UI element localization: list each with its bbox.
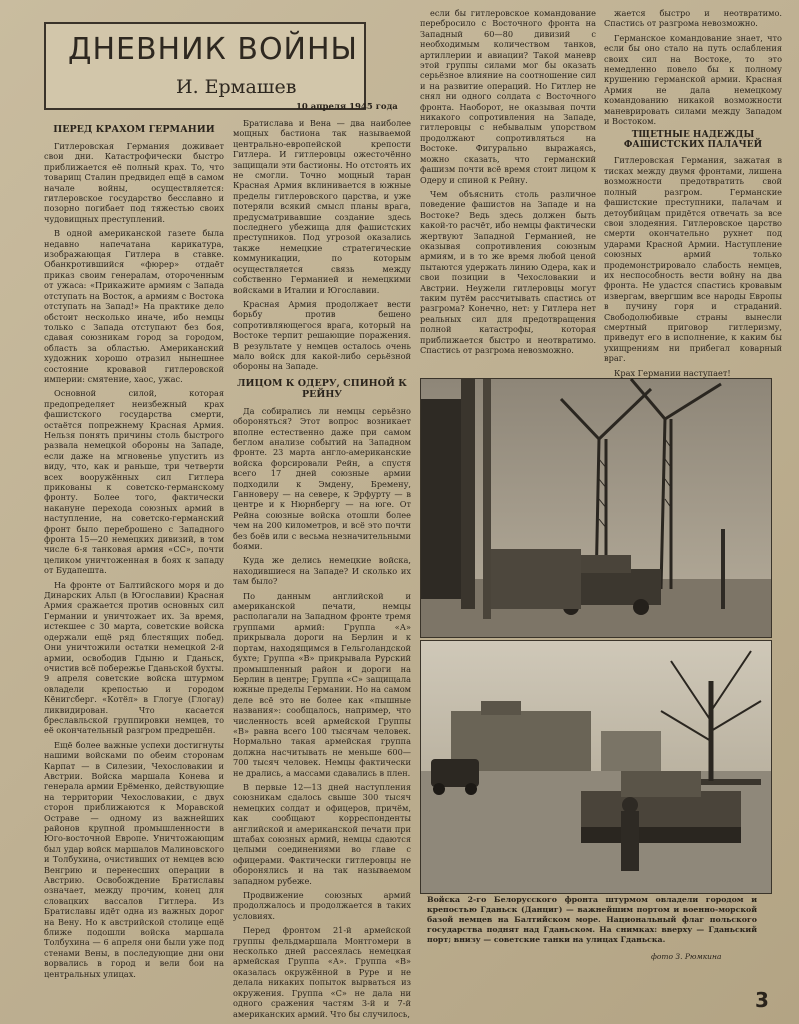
paragraph: жается быстро и неотвратимо. Спастись от разгрома невозможно.: [604, 8, 782, 29]
heading-before-collapse: ПЕРЕД КРАХОМ ГЕРМАНИИ: [53, 124, 215, 135]
paragraph: Крах Германии наступает!: [614, 367, 731, 378]
paragraph: Чем объяснить столь различное поведение фашистов на Западе и на Востоке? Ведь здесь должен быть какой-то расчёт, ибо немцы фактически жертвуют Западной Германией, не оказывая сопротивления союзным армиям, и в то же время любой ценой пытаются удержать линию Одера, как и свои позиции в Чехословакии и Австрии. Неужели гитлеровцы могут таким путём рассчитывать спастись от разгрома? Конечно, нет: у Гитлера нет реальных сил для предотвращения полной катастрофы, которая приближается быстро и неотвратимо. Спастись от разгрома невозможно.: [420, 188, 596, 355]
masthead: [44, 22, 366, 110]
column-3: [420, 8, 596, 374]
heading-face-oder: ЛИЦОМ К ОДЕРУ, СПИНОЙ К РЕЙНУ: [237, 377, 407, 400]
paragraph: В одной американской газете была недавно напечатана карикатура, изображающая Гитлера в ставке. Обанкротившийся «фюрер» отдаёт приказ своим генералам, отороченным от ужаса: «Прикажите армиям с Запада отступать на Восток, а армиям с Востока отступать на Запад!» На практике дело обстоит несколько иначе, ибо немцы только с Запада отступают без боя, сдавая союзникам город за городом, область за областью. Американский художник хорошо отразил нынешнее состояние кровавой гитлеровской империи: смятение, хаос, ужас.: [44, 228, 224, 384]
paragraph: Братислава и Вена — два наиболее мощных бастиона так называемой центрально-европейской крепости Гитлера. И гитлеровцы ожесточённо защищали эти бастионы. Но отстоять их не смогли. Точно мощный таран Красная Армия вклинивается в южные пределы гитлеровского царства, и уже потеряли всякий смысл планы врага, предусматривавшие создание здесь последнего убежища для фашистских преступников. Под угрозой оказались также немецкие стратегические коммуникации, по которым осуществляется связь между собственно Германией и немецкими войсками в Италии и Югославии.: [233, 118, 411, 295]
paragraph: На фронте от Балтийского моря и до Динарских Альп (в Югославии) Красная Армия сражается против основных сил Германии и уничтожает их. За время, истекшее с 30 марта, советские войска одержали ещё ряд блестящих побед. Они уничтожили остатки немецкой 2-й армии, освободив Гдыню и Гданьск, очистив всё побережье Гданьской бухты. 9 апреля советские войска штурмом овладели крепостью и городом Кёнигсберг. «Котёл» в Глогуе (Глогау) ликвидирован. Что касается бреславльской группировки немцев, то её окончательный разгром предрешён.: [44, 579, 224, 736]
heading-vain-hopes: ТЩЕТНЫЕ НАДЕЖДЫ ФАШИСТСКИХ ПАЛАЧЕЙ: [623, 130, 763, 151]
paragraph: Да собирались ли немцы серьёзно обороняться? Этот вопрос возникает вполне естественно даже при самом беглом анализе событий на Западном фронте. 23 марта англо-американские войска форсировали Рейн, а спустя всего 17 дней союзные армии подходили к Эмдену, Бремену, Ганноверу — на севере, к Эрфурту — в центре и к Нюрнбергу — на юге. От Рейна союзные войска отошли более чем на 200 километров, и всё это почти без боёв или с весьма незначительными боями.: [233, 405, 411, 552]
paragraph: Гитлеровская Германия, зажатая в тисках между двумя фронтами, лишена возможности предотвратить свой полный разгром. Германские фашистские преступники, палачам и детоубийцам придётся отвечать за все свои злодеяния. Гитлеровское царство смерти окончательно рухнет под ударами Красной Армии. Наступление союзных армий только продемонстрировало слабость немцев, их неспособность вести войну на два фронта. Не удастся спастись кровавым извергам, ввергшим все народы Европы в пучину горя и страданий. Свободолюбивые страны вынесли смертный приговор гитлеризму, приведут его в исполнение, к каким бы ухищрениям ни прибегал коварный враг.: [604, 155, 782, 364]
photo-credit: фото З. Рюмкина: [651, 952, 722, 961]
masthead-author: И. Ермашев: [176, 76, 297, 98]
column-2: [233, 118, 411, 1019]
gdansk-port-photo: [420, 378, 772, 638]
paragraph: Ещё более важные успехи достигнуты нашими войсками по обеим сторонам Карпат — в Силезии, Чехословакии и Австрии. Войска маршала Конева и генерала армии Ерёменко, действующие на территории Чехословакии, с двух сторон приближаются к Моравской Остраве — одному из важнейших районов крупной промышленности в Юго-восточной Европе. Уничтожающим был удар войск маршалов Малиновского и Толбухина, очистивших от немцев всю Венгрию и перенесших операции в Австрию. Освобождение Братиславы означает, между прочим, конец для словацких вассалов Гитлера. Из Братиславы идёт одна из важных дорог на Вену. Но к австрийской столице ещё ближе подошли войска маршала Толбухина — 6 апреля они были уже под стенами Вены, в последующие дни они ворвались в город и вели бои на центральных улицах.: [44, 739, 224, 979]
paragraph: Красная Армия продолжает вести борьбу против бешено сопротивляющегося врага, который на Востоке терпит решающие поражения. В результате у немцев осталось очень мало войск для какой-либо серьёзной обороны на Западе.: [233, 298, 411, 372]
masthead-title: ДНЕВНИК ВОЙНЫ: [68, 32, 359, 67]
paragraph: Гитлеровская Германия доживает свои дни. Катастрофически быстро приближается её полный крах. То, что товарищ Сталин предвидел ещё в самом начале войны, осуществляется: гитлеровское государство бесславно и позорно погибает под тяжестью своих чудовищных преступлений.: [44, 141, 224, 224]
column-1: [44, 118, 224, 979]
article-date: 10 апреля 1945 года: [296, 102, 398, 112]
gdansk-street-photo: [420, 640, 772, 894]
paragraph: Перед фронтом 21-й армейской группы фельдмаршала Монтгомери в несколько дней рассеялась немецкая армейская Группа «А». Группа «В» оказалась окружённой в Руре и не делала никаких попыток вырваться из окружения. Группа «С» не дала ни одного сражения частям 3-й и 7-й американских армий. Что бы случилось,: [233, 925, 411, 1019]
paragraph: если бы гитлеровское командование перебросило с Восточного фронта на Западный 60—80 дивизий с необходимым количеством танков, артиллерии и авиации? Такой маневр этой группы силами мог бы оказать серьёзное влияние на соотношение сил и на развитие операций. Но Гитлер не снял ни одного солдата с Восточного фронта. Наоборот, не оказывая почти никакого сопротивления на Западе, гитлеровцы с небывалым упорством продолжают сопротивляться на Востоке. Фигурально выражаясь, можно сказать, что германский фашизм почти всё время стоит лицом к Одеру и спиной к Рейну.: [420, 8, 596, 185]
paragraph: Куда же делись немецкие войска, находившиеся на Западе? И сколько их там было?: [233, 555, 411, 587]
paragraph: По данным английской и американской печати, немцы располагали на Западном фронте тремя группами армий: Группа «А» прикрывала дороги на Берлин и к портам, находящимся в Гельголандской бухте; Группа «В» прикрывала Рурский промышленный район и дороги на Берлин в центре; Группа «С» защищала южные пределы Германии. Но на самом деле всё это не более как «пышные названия»: сообщалось, например, что численность всей армейской Группы «В» равна всего 100 тысячам человек. Нормально такая армейская группа должна насчитывать не меньше 600—700 тысяч человек. Немцы фактически не дрались, а массами сдавались в плен.: [233, 590, 411, 778]
paragraph: В первые 12—13 дней наступления союзникам сдалось свыше 300 тысяч немецких солдат и офицеров, причём, как сообщают корреспонденты английской и американской печати при штабах союзных армий, немцы сдаются целыми соединениями во главе с офицерами. Фактически гитлеровцы не оборонялись и на так называемом западном рубеже.: [233, 781, 411, 886]
paragraph: Продвижение союзных армий продолжалось и продолжается в таких условиях.: [233, 890, 411, 921]
column-4: [604, 8, 782, 378]
photo-caption: Войска 2-го Белорусского фронта штурмом овладели городом и крепостью Гданьск (Данциг) — важнейшим портом и военно-морской базой немцев на Балтийском море. Национальный флаг польского государства поднят над Гданьском. На снимках: вверху — Гданьский порт; внизу — советские танки на улицах Гданьска.: [427, 895, 757, 944]
paragraph: Основной силой, которая предопределяет неизбежный крах фашистского государства смерти, остаётся попрежнему Красная Армия. Нельзя понять причины столь быстрого развала немецкой обороны на Западе, если даже на мгновенье упустить из виду, что, как и раньше, три четверти всех вооружённых сил Гитлера прикованы к советско-германскому фронту. Более того, фактически накануне перехода союзных армий в наступление, на советско-германский фронт было переброшено с Западного фронта 15—20 немецких дивизий, в том числе 6-я танковая армия «СС», почти целиком уничтоженная в боях к западу от Будапешта.: [44, 388, 224, 576]
paragraph: Германское командование знает, что если бы оно стало на путь ослабления своих сил на Востоке, то это немедленно повело бы к полному крушению германской армии. Красная Армия не дала немецкому командованию никакой возможности маневрировать силами между Западом и Востоком.: [604, 32, 782, 127]
page-number: 3: [755, 988, 769, 1012]
